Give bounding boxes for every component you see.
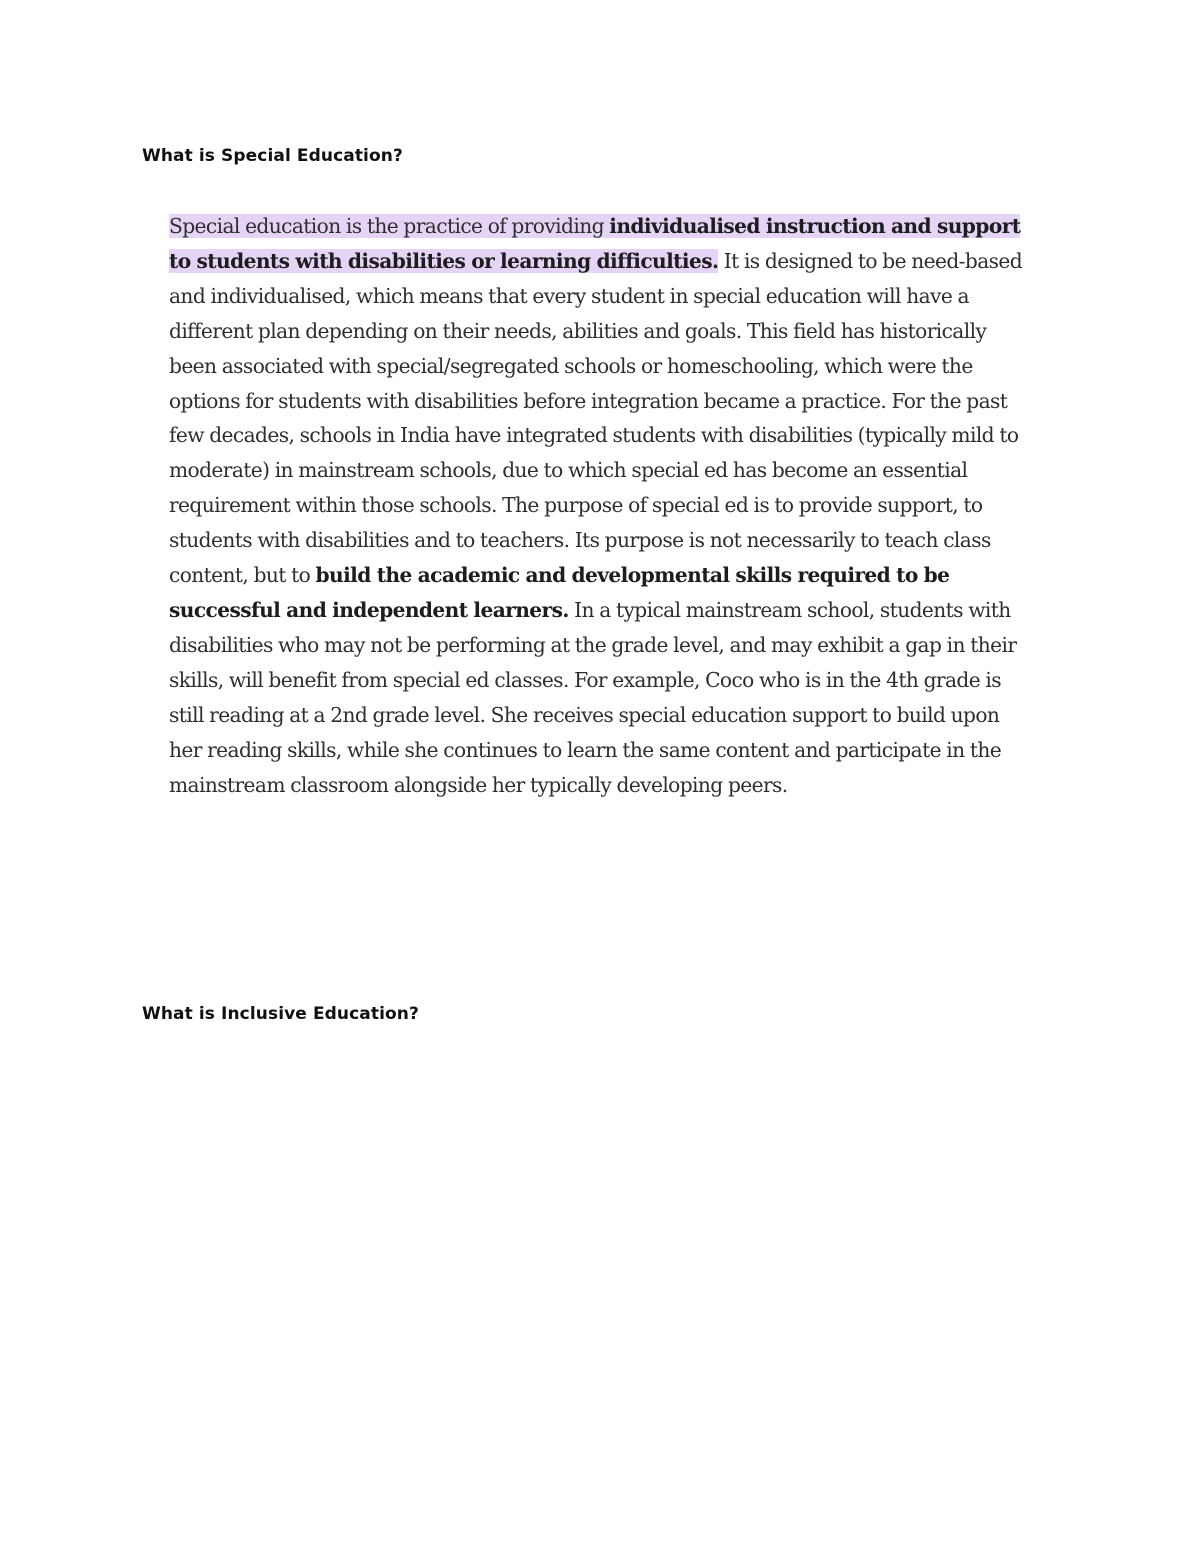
paragraph-body-text: It is designed to be need-based and individualised, which means that every student in special education will have a different plan depending on their needs, abilities and goals. This field has historically been associated with special/segregated schools or homeschooling, which were the options for students with disabilities before integration became a practice. For the past few decades, schools in India have integrated students with disabilities (typically mild to moderate) in mainstream schools, due to which special ed has become an essential requirement within those schools. The purpose of special ed is to provide support, to students with disabilities and to teachers. Its purpose is not necessarily to teach class content, but to — [169, 248, 1023, 588]
highlighted-intro-text: Special education is the practice of providing — [169, 214, 610, 238]
highlighted-bold-definition: individualised instruction and support to students with disabilities or learning difficulties. — [169, 214, 1021, 273]
bold-purpose-text: build the academic and developmental skills required to be successful and independent learners. — [169, 563, 950, 622]
paragraph-closing-text: In a typical mainstream school, students with disabilities who may not be performing at the grade level, and may exhibit a gap in their skills, will benefit from special ed classes. For example, Coco who is in the 4th grade is still reading at a 2nd grade level. She receives special education support to build upon her reading skills, while she continues to learn the same content and participate in the mainstream classroom alongside her typically developing peers. — [169, 597, 1017, 797]
special-education-paragraph — [169, 209, 1035, 802]
section-heading-special-education: What is Special Education? — [142, 146, 403, 166]
section-heading-inclusive-education: What is Inclusive Education? — [142, 1004, 419, 1024]
